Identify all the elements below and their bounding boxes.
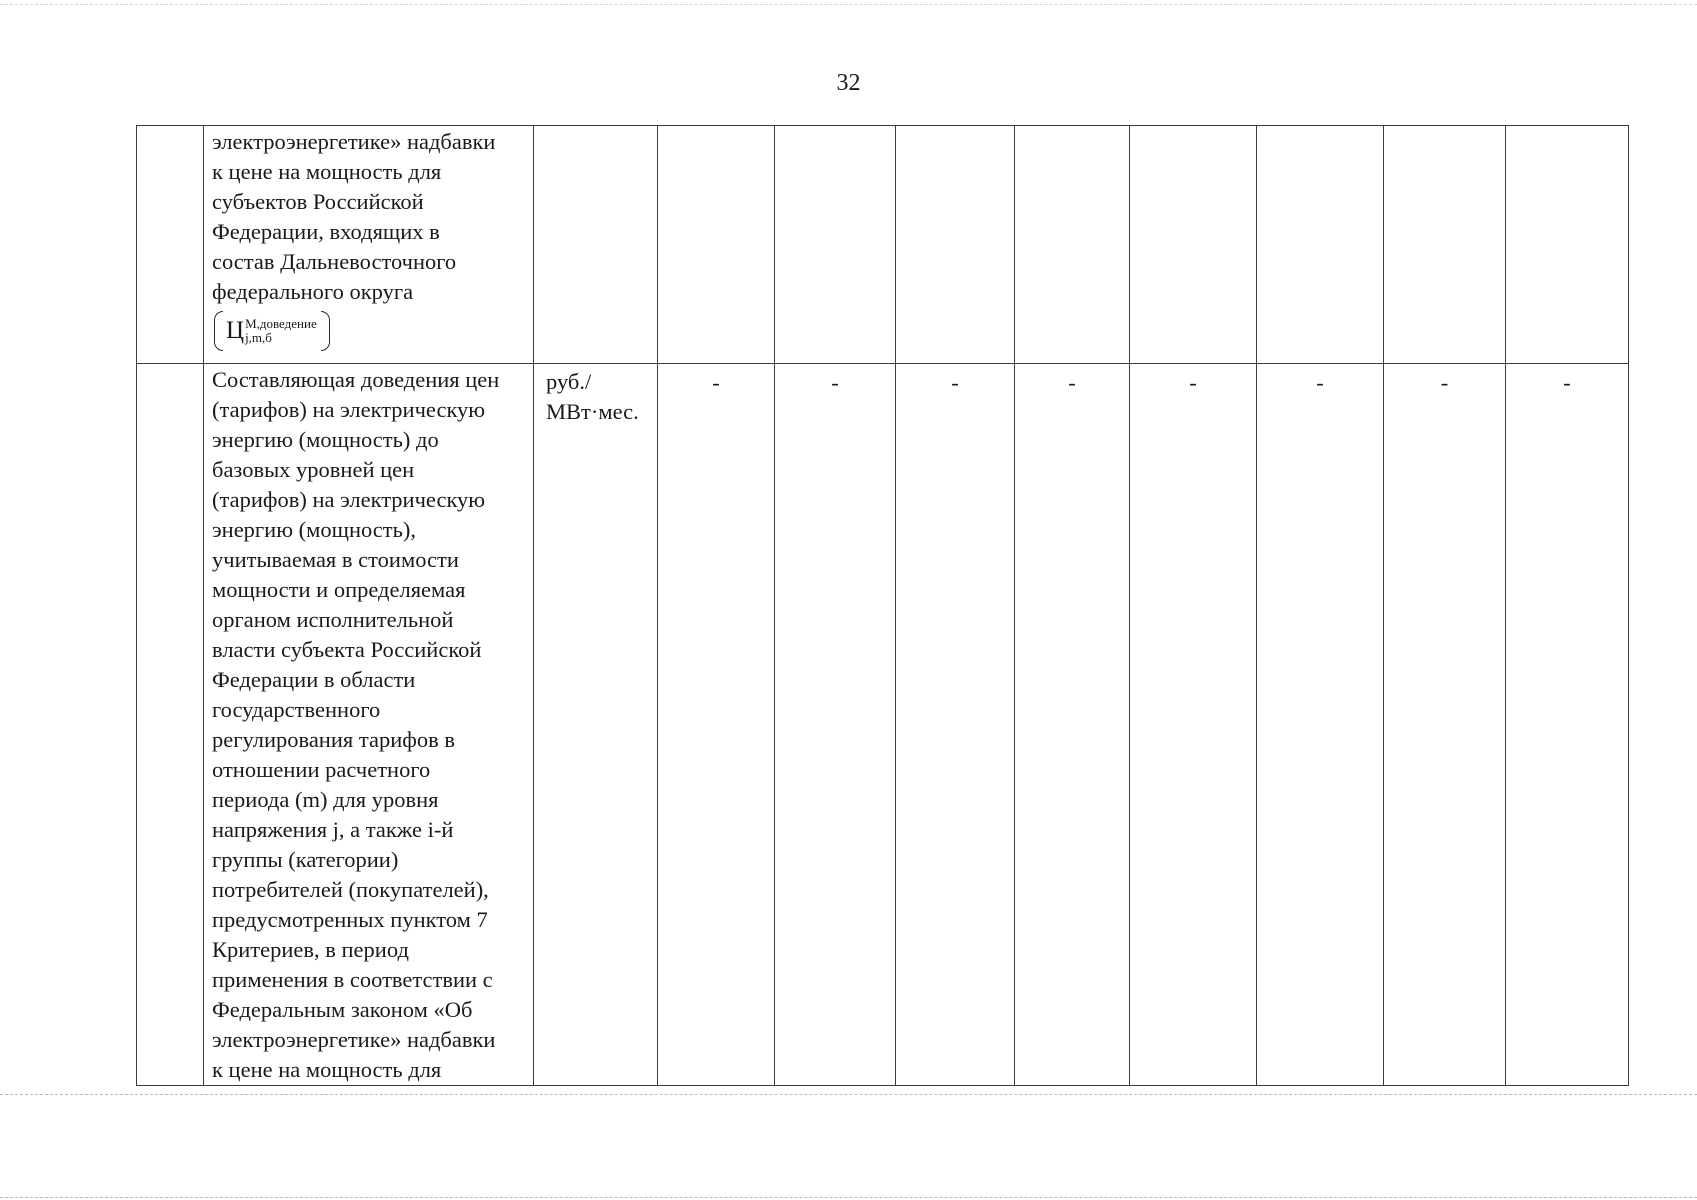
- unit-cell: [534, 364, 658, 1086]
- value-cell: [658, 126, 775, 364]
- description-line: электроэнергетике» надбавки: [212, 129, 496, 154]
- value-cell: -: [1506, 364, 1629, 1086]
- unit-cell: [534, 126, 658, 364]
- description-line: Составляющая доведения цен: [212, 367, 500, 392]
- value-cell: [1384, 126, 1506, 364]
- description-line: мощности и определяемая: [212, 577, 466, 602]
- description-line: к цене на мощность для: [212, 1057, 442, 1082]
- scan-artifact-top: [0, 4, 1697, 5]
- description-line: федерального округа: [212, 279, 414, 304]
- description-line: субъектов Российской: [212, 189, 424, 214]
- description-line: применения в соответствии с: [212, 967, 493, 992]
- description-line: органом исполнительной: [212, 607, 454, 632]
- description-line: Критериев, в период: [212, 937, 409, 962]
- description-line: группы (категории): [212, 847, 399, 872]
- description-line: учитываемая в стоимости: [212, 547, 459, 572]
- value-cell: -: [658, 364, 775, 1086]
- value-cell: [1506, 126, 1629, 364]
- description-line: регулирования тарифов в: [212, 727, 455, 752]
- value-cell: [1130, 126, 1257, 364]
- table-row: [137, 126, 1629, 364]
- description-line: электроэнергетике» надбавки: [212, 1027, 496, 1052]
- value-cell: -: [896, 364, 1015, 1086]
- scan-artifact-bottom: [0, 1197, 1697, 1198]
- description-cell: [204, 126, 534, 364]
- description-line: энергию (мощность),: [212, 517, 416, 542]
- value-cell: -: [1384, 364, 1506, 1086]
- description-line: (тарифов) на электрическую: [212, 397, 486, 422]
- description-line: Федерации в области: [212, 667, 416, 692]
- row-number-cell: [137, 126, 204, 364]
- value-cell: [1015, 126, 1130, 364]
- tariff-table: [136, 125, 1629, 1086]
- description-line: напряжения j, а также i-й: [212, 817, 454, 842]
- description-line: государственного: [212, 697, 381, 722]
- value-cell: -: [775, 364, 896, 1086]
- value-cell: -: [1130, 364, 1257, 1086]
- value-cell: -: [1015, 364, 1130, 1086]
- description-line: периода (m) для уровня: [212, 787, 439, 812]
- description-line: к цене на мощность для: [212, 159, 442, 184]
- description-cell: [204, 364, 534, 1086]
- unit-line: МВт·мес.: [546, 399, 639, 424]
- symbol-subscript: j,m,б: [245, 330, 272, 345]
- description-line: потребителей (покупателей),: [212, 877, 489, 902]
- table-row: [137, 364, 1629, 1086]
- formula-symbol: [214, 309, 330, 353]
- row-number-cell: [137, 364, 204, 1086]
- value-cell: -: [1257, 364, 1384, 1086]
- unit-line: руб./: [546, 369, 592, 394]
- value-cell: [775, 126, 896, 364]
- description-line: базовых уровней цен: [212, 457, 415, 482]
- value-cell: [896, 126, 1015, 364]
- description-line: Федеральным законом «Об: [212, 997, 473, 1022]
- description-line: отношении расчетного: [212, 757, 431, 782]
- right-paren: [321, 311, 330, 351]
- page-number: 32: [836, 70, 861, 96]
- description-line: (тарифов) на электрическую: [212, 487, 486, 512]
- symbol-superscript: М,доведение: [245, 316, 317, 331]
- symbol-base: Ц: [226, 317, 245, 344]
- value-cell: [1257, 126, 1384, 364]
- symbol-scripts: [245, 317, 317, 345]
- description-line: состав Дальневосточного: [212, 249, 457, 274]
- description-line: энергию (мощность) до: [212, 427, 439, 452]
- description-line: Федерации, входящих в: [212, 219, 440, 244]
- description-line: предусмотренных пунктом 7: [212, 907, 488, 932]
- scan-artifact-middle: [0, 1094, 1697, 1095]
- left-paren: [214, 311, 223, 351]
- description-line: власти субъекта Российской: [212, 637, 482, 662]
